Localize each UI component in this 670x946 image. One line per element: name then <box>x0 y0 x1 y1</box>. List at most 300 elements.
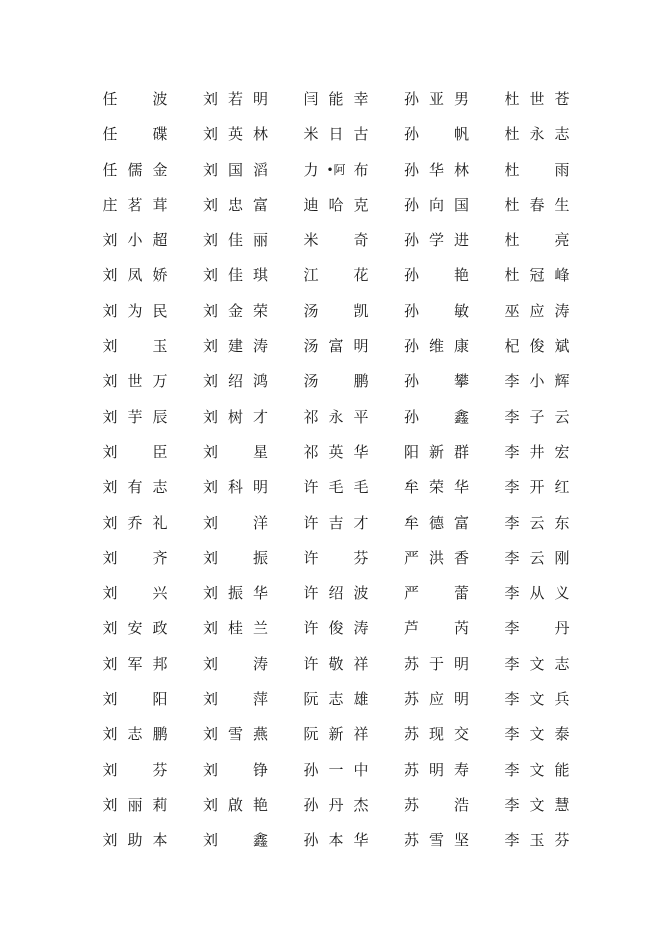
name-char: 刘 <box>102 301 118 320</box>
name-char: 绍 <box>227 372 243 391</box>
name-char: 娇 <box>152 266 168 285</box>
name-char: 佳 <box>227 231 243 250</box>
name-entry <box>402 823 503 858</box>
name-row <box>100 506 580 541</box>
name-entry <box>201 400 302 435</box>
name-char: 芬 <box>353 548 369 567</box>
name-char: 凤 <box>127 266 143 285</box>
name-char: 丽 <box>252 231 268 250</box>
name-row <box>100 611 580 646</box>
name-char: 新 <box>328 725 344 744</box>
name-char: 布 <box>353 160 369 179</box>
name-char: 祥 <box>353 725 369 744</box>
name-char: 琪 <box>252 266 268 285</box>
name-char: 苏 <box>403 795 419 814</box>
name-entry <box>402 435 503 470</box>
name-entry <box>301 117 402 152</box>
name-char: 峰 <box>554 266 570 285</box>
name-char: 新 <box>428 442 444 461</box>
name-entry <box>402 647 503 682</box>
name-entry <box>402 541 503 576</box>
name-char: 苏 <box>403 725 419 744</box>
name-char: 应 <box>529 301 545 320</box>
name-char: 康 <box>453 337 469 356</box>
name-char: 刘 <box>202 195 218 214</box>
name-entry <box>301 329 402 364</box>
name-char: 李 <box>504 372 520 391</box>
name-char: 涛 <box>554 301 570 320</box>
name-char: 亚 <box>428 90 444 108</box>
name-entry <box>402 294 503 329</box>
name-char: 刘 <box>202 690 218 709</box>
name-entry <box>402 329 503 364</box>
name-entry <box>201 223 302 258</box>
name-entry <box>201 717 302 752</box>
name-char: 文 <box>529 690 545 709</box>
name-char: 牟 <box>403 513 419 532</box>
name-entry <box>502 400 572 435</box>
name-entry <box>301 435 402 470</box>
name-char: 芦 <box>403 619 419 638</box>
name-char: 邦 <box>152 654 168 673</box>
name-char: 鑫 <box>252 831 268 850</box>
name-entry <box>100 788 201 823</box>
name-entry <box>201 82 302 117</box>
name-char: 刘 <box>202 372 218 391</box>
name-char: 民 <box>152 301 168 320</box>
name-char: 云 <box>554 407 570 426</box>
name-char: 苏 <box>403 831 419 850</box>
name-entry <box>301 188 402 223</box>
name-char: 世 <box>529 90 545 108</box>
name-char: 荣 <box>428 478 444 497</box>
name-char: 孙 <box>303 760 319 779</box>
name-char: 刘 <box>202 442 218 461</box>
name-entry <box>301 541 402 576</box>
name-char: 任 <box>102 125 118 144</box>
name-entry <box>201 153 302 188</box>
name-char: 燕 <box>252 725 268 744</box>
name-char: 孙 <box>403 301 419 320</box>
name-char: 刘 <box>202 548 218 567</box>
name-char: 维 <box>428 337 444 356</box>
name-char: 刘 <box>202 407 218 426</box>
name-char: 辰 <box>152 407 168 426</box>
name-char: 富 <box>328 337 344 356</box>
name-char: 芬 <box>152 760 168 779</box>
name-char: 明 <box>252 90 268 108</box>
name-char: 刘 <box>202 125 218 144</box>
name-char: 亮 <box>554 231 570 250</box>
name-entry <box>402 611 503 646</box>
name-char: 任 <box>102 90 118 108</box>
name-row <box>100 682 580 717</box>
name-char: 富 <box>453 513 469 532</box>
name-entry <box>301 823 402 858</box>
name-row <box>100 788 580 823</box>
name-entry <box>402 576 503 611</box>
name-entry <box>100 541 201 576</box>
name-char: 洪 <box>428 548 444 567</box>
name-char: 雨 <box>554 160 570 179</box>
name-char: 永 <box>529 125 545 144</box>
name-row <box>100 329 580 364</box>
name-char: 刘 <box>102 442 118 461</box>
name-row <box>100 223 580 258</box>
name-char: 华 <box>252 584 268 603</box>
name-entry <box>301 294 402 329</box>
name-char: 才 <box>252 407 268 426</box>
name-char: 李 <box>504 584 520 603</box>
name-char: 齐 <box>152 548 168 567</box>
name-char: 任 <box>102 160 118 179</box>
name-entry <box>100 435 201 470</box>
name-char: 杜 <box>504 266 520 285</box>
name-char: 苏 <box>403 690 419 709</box>
name-entry <box>100 576 201 611</box>
name-entry <box>100 400 201 435</box>
name-char: 李 <box>504 548 520 567</box>
name-char: 玉 <box>152 337 168 356</box>
name-entry <box>502 117 572 152</box>
name-char: 于 <box>428 654 444 673</box>
name-entry <box>100 82 201 117</box>
name-entry <box>502 541 572 576</box>
name-char: 刘 <box>102 760 118 779</box>
name-char: 宏 <box>554 442 570 461</box>
name-char: 振 <box>227 584 243 603</box>
name-char: 严 <box>403 584 419 603</box>
name-row <box>100 400 580 435</box>
name-char: 群 <box>453 442 469 461</box>
name-char: 泰 <box>554 725 570 744</box>
name-entry <box>201 294 302 329</box>
name-char: 芬 <box>554 831 570 850</box>
name-char: 吉 <box>328 513 344 532</box>
name-char: 刘 <box>202 584 218 603</box>
name-entry <box>301 364 402 399</box>
name-char: 涛 <box>252 337 268 356</box>
name-entry <box>301 223 402 258</box>
name-entry <box>502 823 572 858</box>
name-entry <box>301 682 402 717</box>
name-entry <box>100 823 201 858</box>
name-char: 李 <box>504 795 520 814</box>
name-char: 小 <box>529 372 545 391</box>
name-char: 孙 <box>403 407 419 426</box>
name-char: 波 <box>152 90 168 108</box>
name-char: 李 <box>504 619 520 638</box>
name-char: 春 <box>529 195 545 214</box>
name-char: 祁 <box>303 407 319 426</box>
name-char: 刘 <box>102 372 118 391</box>
name-char: 刘 <box>202 725 218 744</box>
name-char: 波 <box>353 584 369 603</box>
name-char: 刘 <box>202 478 218 497</box>
name-row <box>100 435 580 470</box>
name-entry <box>100 611 201 646</box>
name-entry <box>402 717 503 752</box>
name-char: 小 <box>127 231 143 250</box>
name-char: 刘 <box>202 231 218 250</box>
name-char: 严 <box>403 548 419 567</box>
name-char: 志 <box>554 125 570 144</box>
name-char: 茗 <box>127 195 143 214</box>
name-char: 芋 <box>127 407 143 426</box>
name-entry <box>301 647 402 682</box>
name-char: 能 <box>328 90 344 108</box>
name-entry <box>100 223 201 258</box>
name-char: 孙 <box>403 90 419 108</box>
name-entry <box>502 294 572 329</box>
name-char: 孙 <box>403 160 419 179</box>
name-char: 中 <box>353 760 369 779</box>
name-char: 俊 <box>529 337 545 356</box>
name-char: 安 <box>127 619 143 638</box>
name-entry <box>502 717 572 752</box>
name-char: 雪 <box>227 725 243 744</box>
name-entry <box>502 753 572 788</box>
name-entry <box>502 647 572 682</box>
name-char: 政 <box>152 619 168 638</box>
name-char: 孙 <box>403 266 419 285</box>
name-char: 云 <box>529 548 545 567</box>
name-char: 明 <box>453 690 469 709</box>
name-char: 刘 <box>102 231 118 250</box>
name-char: 杜 <box>504 195 520 214</box>
name-entry <box>502 611 572 646</box>
name-row <box>100 470 580 505</box>
name-char: 雪 <box>428 831 444 850</box>
name-char: 俊 <box>328 619 344 638</box>
name-entry <box>201 117 302 152</box>
name-char: 滔 <box>252 160 268 179</box>
name-row <box>100 153 580 188</box>
name-char: 鸿 <box>252 372 268 391</box>
name-char: 李 <box>504 513 520 532</box>
name-char: 玉 <box>529 831 545 850</box>
name-char: 星 <box>252 442 268 461</box>
name-char: 祥 <box>353 654 369 673</box>
name-char: 米 <box>303 125 319 144</box>
name-char: 建 <box>227 337 243 356</box>
name-char: 敏 <box>453 301 469 320</box>
name-char: 李 <box>504 760 520 779</box>
name-row <box>100 117 580 152</box>
name-entry <box>402 788 503 823</box>
name-char: 向 <box>428 195 444 214</box>
name-char: 刘 <box>102 513 118 532</box>
name-char: 艳 <box>252 795 268 814</box>
name-char: 明 <box>453 654 469 673</box>
name-entry <box>301 470 402 505</box>
name-char: 丽 <box>127 795 143 814</box>
name-char: 牟 <box>403 478 419 497</box>
name-list <box>100 82 580 859</box>
name-char: 桂 <box>227 619 243 638</box>
name-char: 庄 <box>102 195 118 214</box>
name-char: 若 <box>227 90 243 108</box>
name-entry <box>100 470 201 505</box>
name-char: 世 <box>127 372 143 391</box>
name-entry <box>402 82 503 117</box>
name-row <box>100 541 580 576</box>
name-entry <box>301 400 402 435</box>
name-entry <box>301 153 402 188</box>
name-char: 刘 <box>202 301 218 320</box>
name-char: 杜 <box>504 231 520 250</box>
name-char: 孙 <box>403 337 419 356</box>
name-char: 汤 <box>303 301 319 320</box>
name-char: 香 <box>453 548 469 567</box>
name-row <box>100 753 580 788</box>
name-row <box>100 717 580 752</box>
name-char: 刘 <box>102 690 118 709</box>
name-char: 文 <box>529 654 545 673</box>
name-char: 华 <box>453 478 469 497</box>
name-entry <box>100 717 201 752</box>
name-char: 力 <box>303 160 319 179</box>
name-char: 助 <box>127 831 143 850</box>
name-char: 萍 <box>252 690 268 709</box>
name-char: 万 <box>152 372 168 391</box>
name-entry <box>402 753 503 788</box>
name-char: 孙 <box>403 231 419 250</box>
name-char: 能 <box>554 760 570 779</box>
name-char: 刘 <box>202 654 218 673</box>
name-entry <box>100 329 201 364</box>
name-entry <box>201 364 302 399</box>
name-char: 许 <box>303 548 319 567</box>
name-char: 铮 <box>252 760 268 779</box>
name-char: 忠 <box>227 195 243 214</box>
name-entry <box>201 470 302 505</box>
name-char: 生 <box>554 195 570 214</box>
name-row <box>100 294 580 329</box>
name-char: 茸 <box>152 195 168 214</box>
name-char: 交 <box>453 725 469 744</box>
name-char: 英 <box>227 125 243 144</box>
name-char: 李 <box>504 725 520 744</box>
name-char: 蕾 <box>453 584 469 603</box>
name-char: 德 <box>428 513 444 532</box>
name-entry <box>201 788 302 823</box>
name-char: 涛 <box>353 619 369 638</box>
name-char: 华 <box>353 831 369 850</box>
name-row <box>100 576 580 611</box>
name-entry <box>502 258 572 293</box>
name-entry <box>201 541 302 576</box>
name-entry <box>100 506 201 541</box>
name-char: 林 <box>252 125 268 144</box>
name-entry <box>402 470 503 505</box>
name-entry <box>402 364 503 399</box>
name-char: 刘 <box>102 619 118 638</box>
name-char: 古 <box>353 125 369 144</box>
name-entry <box>502 506 572 541</box>
name-entry <box>301 258 402 293</box>
name-char: 杰 <box>353 795 369 814</box>
name-char: 冠 <box>529 266 545 285</box>
name-char: 开 <box>529 478 545 497</box>
name-char: 孙 <box>303 795 319 814</box>
name-char: 斌 <box>554 337 570 356</box>
name-entry <box>201 329 302 364</box>
name-char: 啟 <box>227 795 243 814</box>
name-char: 井 <box>529 442 545 461</box>
name-char: 绍 <box>328 584 344 603</box>
name-char: 明 <box>252 478 268 497</box>
name-char: 刘 <box>202 760 218 779</box>
name-entry <box>502 329 572 364</box>
name-char: 孙 <box>403 195 419 214</box>
name-entry <box>402 506 503 541</box>
name-entry <box>100 753 201 788</box>
name-char: 祁 <box>303 442 319 461</box>
name-char: 富 <box>252 195 268 214</box>
name-entry <box>502 682 572 717</box>
name-char: 有 <box>127 478 143 497</box>
name-char: 许 <box>303 478 319 497</box>
name-char: 刘 <box>102 478 118 497</box>
name-row <box>100 258 580 293</box>
name-entry <box>502 470 572 505</box>
name-char: 毛 <box>328 478 344 497</box>
name-entry <box>502 153 572 188</box>
name-char: 军 <box>127 654 143 673</box>
name-char: 红 <box>554 478 570 497</box>
name-char: 杞 <box>504 337 520 356</box>
name-char: 刘 <box>202 619 218 638</box>
name-char: 坚 <box>453 831 469 850</box>
name-char: 为 <box>127 301 143 320</box>
name-char: 克 <box>353 195 369 214</box>
name-char: 帆 <box>453 125 469 144</box>
name-char: 华 <box>428 160 444 179</box>
name-char: 志 <box>328 690 344 709</box>
name-char: 刘 <box>202 513 218 532</box>
name-entry <box>301 576 402 611</box>
name-char: 刘 <box>102 548 118 567</box>
name-entry <box>502 788 572 823</box>
name-char: 许 <box>303 584 319 603</box>
name-char: 金 <box>152 160 168 179</box>
name-char: 许 <box>303 513 319 532</box>
name-entry <box>402 153 503 188</box>
name-char: 兵 <box>554 690 570 709</box>
name-char: 国 <box>227 160 243 179</box>
name-char: 丹 <box>554 619 570 638</box>
name-char: 攀 <box>453 372 469 391</box>
name-char: 学 <box>428 231 444 250</box>
name-char: 江 <box>303 266 319 285</box>
name-char: 莉 <box>152 795 168 814</box>
name-char: 慧 <box>554 795 570 814</box>
name-char: 杜 <box>504 125 520 144</box>
name-char: 阳 <box>152 690 168 709</box>
name-char: 金 <box>227 301 243 320</box>
name-entry <box>301 753 402 788</box>
name-entry <box>301 717 402 752</box>
name-char: 苍 <box>554 90 570 108</box>
name-entry <box>402 223 503 258</box>
name-char: 刘 <box>202 266 218 285</box>
name-char: 进 <box>453 231 469 250</box>
name-char: 李 <box>504 690 520 709</box>
name-entry <box>201 258 302 293</box>
name-char: 辉 <box>554 372 570 391</box>
name-entry <box>201 647 302 682</box>
